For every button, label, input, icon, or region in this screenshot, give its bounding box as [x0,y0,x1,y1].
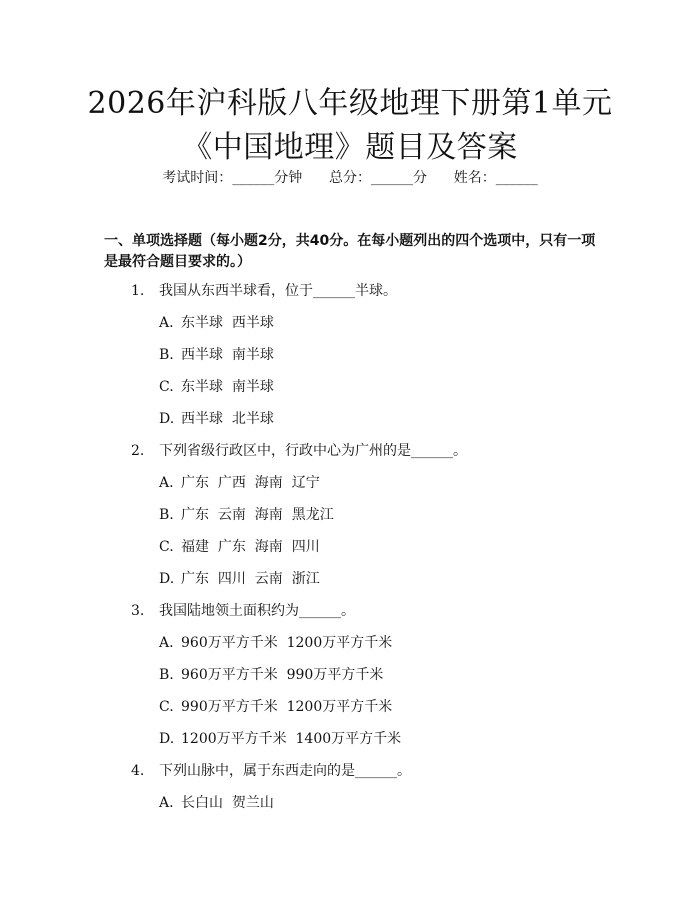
option-letter: C. [159,379,174,395]
question-2 [0,440,700,600]
option-letter: A. [159,475,174,491]
document-title: 2026年沪科版八年级地理下册第1单元《中国地理》题目及答案 [87,86,613,165]
option-a [0,792,700,824]
question-list [0,280,700,824]
option-b [0,344,700,376]
section-heading: 一、单项选择题（每小题2分，共40分。在每小题列出的四个选项中，只有一项是最符合题目要求的。） [104,233,596,270]
question-stem [0,760,700,792]
option-text: 1200万平方千米 1400万平方千米 [181,731,402,747]
option-text: 960万平方千米 990万平方千米 [181,667,384,683]
option-d [0,408,700,440]
option-b [0,504,700,536]
option-letter: B. [159,507,174,523]
exam-info-line: 考试时间：______分钟 总分：______分 姓名：______ [162,170,538,186]
option-letter: C. [159,539,174,555]
question-text: 我国陆地领土面积约为______。 [159,603,355,619]
question-number: 1. [131,283,145,299]
option-d [0,568,700,600]
option-text: 广东 广西 海南 辽宁 [181,475,320,491]
question-stem [0,280,700,312]
option-text: 960万平方千米 1200万平方千米 [181,635,393,651]
question-number: 4. [131,763,145,779]
option-letter: A. [159,795,174,811]
option-text: 广东 四川 云南 浙江 [181,571,320,587]
option-c [0,536,700,568]
option-a [0,632,700,664]
option-text: 西半球 北半球 [181,411,274,427]
option-letter: A. [159,635,174,651]
question-stem [0,600,700,632]
option-letter: A. [159,315,174,331]
option-d [0,728,700,760]
question-text: 下列省级行政区中，行政中心为广州的是______。 [159,443,467,459]
option-text: 广东 云南 海南 黑龙江 [181,507,334,523]
option-text: 东半球 西半球 [181,315,274,331]
question-text: 下列山脉中，属于东西走向的是______。 [159,763,411,779]
option-text: 福建 广东 海南 四川 [181,539,320,555]
option-text: 990万平方千米 1200万平方千米 [181,699,393,715]
question-4 [0,760,700,824]
option-a [0,312,700,344]
question-3 [0,600,700,760]
option-letter: D. [159,411,175,427]
option-letter: C. [159,699,174,715]
question-number: 2. [131,443,145,459]
option-c [0,696,700,728]
option-text: 东半球 南半球 [181,379,274,395]
option-text: 长白山 贺兰山 [181,795,274,811]
option-letter: B. [159,347,174,363]
option-b [0,664,700,696]
option-c [0,376,700,408]
option-a [0,472,700,504]
question-stem [0,440,700,472]
question-text: 我国从东西半球看，位于______半球。 [159,283,397,299]
option-text: 西半球 南半球 [181,347,274,363]
option-letter: B. [159,667,174,683]
option-letter: D. [159,571,175,587]
option-letter: D. [159,731,175,747]
question-1 [0,280,700,440]
question-number: 3. [131,603,145,619]
